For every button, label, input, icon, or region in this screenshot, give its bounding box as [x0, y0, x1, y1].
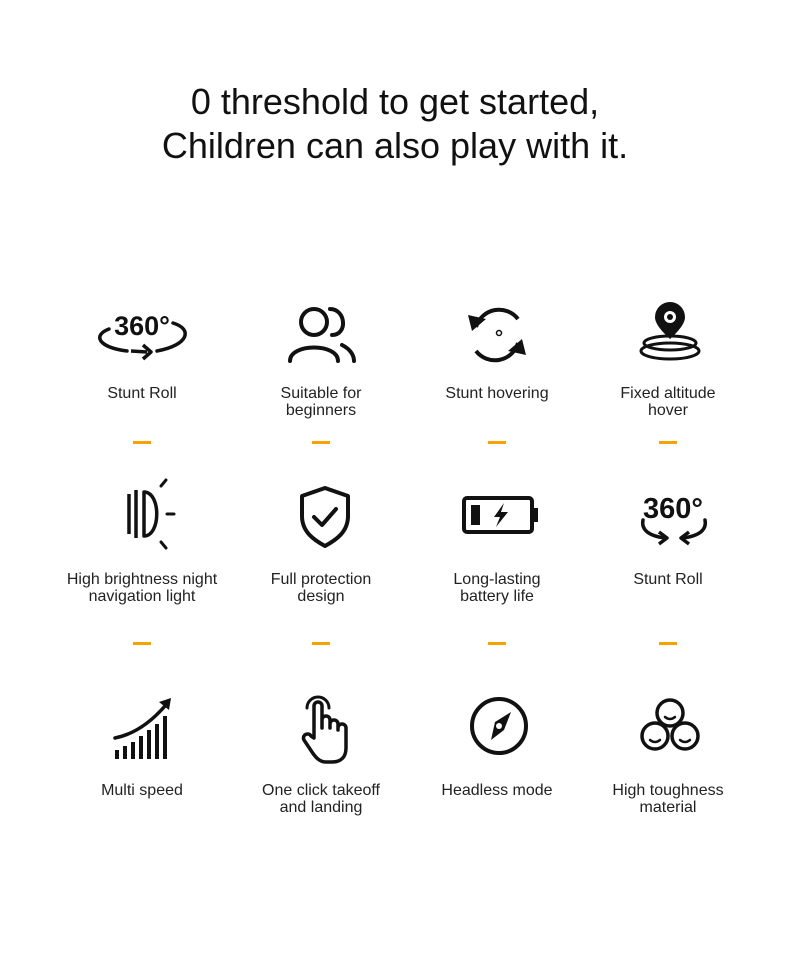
feature-label: Multi speed [101, 782, 183, 799]
feature-stunt-roll-2 [578, 476, 758, 646]
accent-dash [133, 441, 151, 444]
feature-multi-speed [52, 686, 232, 826]
feature-one-click [231, 686, 411, 826]
feature-fixed-altitude [578, 295, 758, 455]
360-rotation-icon [87, 295, 197, 375]
360-degree-text: 360° [643, 493, 703, 525]
360-degree-text: 360° [114, 311, 170, 341]
feature-label: Suitable for beginners [280, 385, 362, 419]
feature-beginners [231, 295, 411, 455]
feature-label: Headless mode [441, 782, 553, 799]
speed-bars-icon [87, 686, 197, 766]
feature-headless [407, 686, 587, 826]
360-arrows-icon [613, 476, 723, 556]
feature-stunt-roll [52, 295, 232, 455]
feature-label: High toughness material [612, 782, 724, 816]
accent-dash [659, 441, 677, 444]
accent-dash [312, 642, 330, 645]
battery-icon [442, 476, 552, 556]
tap-hand-icon [266, 686, 376, 766]
feature-label: One click takeoff and landing [262, 782, 380, 816]
feature-label: Stunt hovering [445, 385, 549, 402]
location-pin-icon [613, 295, 723, 375]
headline [0, 80, 790, 168]
spheres-icon [613, 686, 723, 766]
feature-label: Fixed altitude hover [620, 385, 716, 419]
accent-dash [312, 441, 330, 444]
accent-dash [659, 642, 677, 645]
accent-dash [133, 642, 151, 645]
shield-check-icon [266, 476, 376, 556]
feature-night-light [52, 476, 232, 646]
feature-label: Long-lasting battery life [453, 571, 541, 605]
feature-toughness [578, 686, 758, 826]
compass-icon [442, 686, 552, 766]
feature-stunt-hovering [407, 295, 587, 455]
rotate-arrows-icon [442, 295, 552, 375]
feature-protection [231, 476, 411, 646]
feature-battery [407, 476, 587, 646]
feature-label: Full protection design [270, 571, 372, 605]
headline-line-2: Children can also play with it. [161, 125, 629, 166]
users-icon [266, 295, 376, 375]
accent-dash [488, 441, 506, 444]
feature-label: Stunt Roll [633, 571, 703, 588]
headline-line-1: 0 threshold to get started, [190, 81, 600, 122]
accent-dash [488, 642, 506, 645]
feature-label: Stunt Roll [107, 385, 177, 402]
feature-label: High brightness night navigation light [66, 571, 218, 605]
light-icon [87, 476, 197, 556]
